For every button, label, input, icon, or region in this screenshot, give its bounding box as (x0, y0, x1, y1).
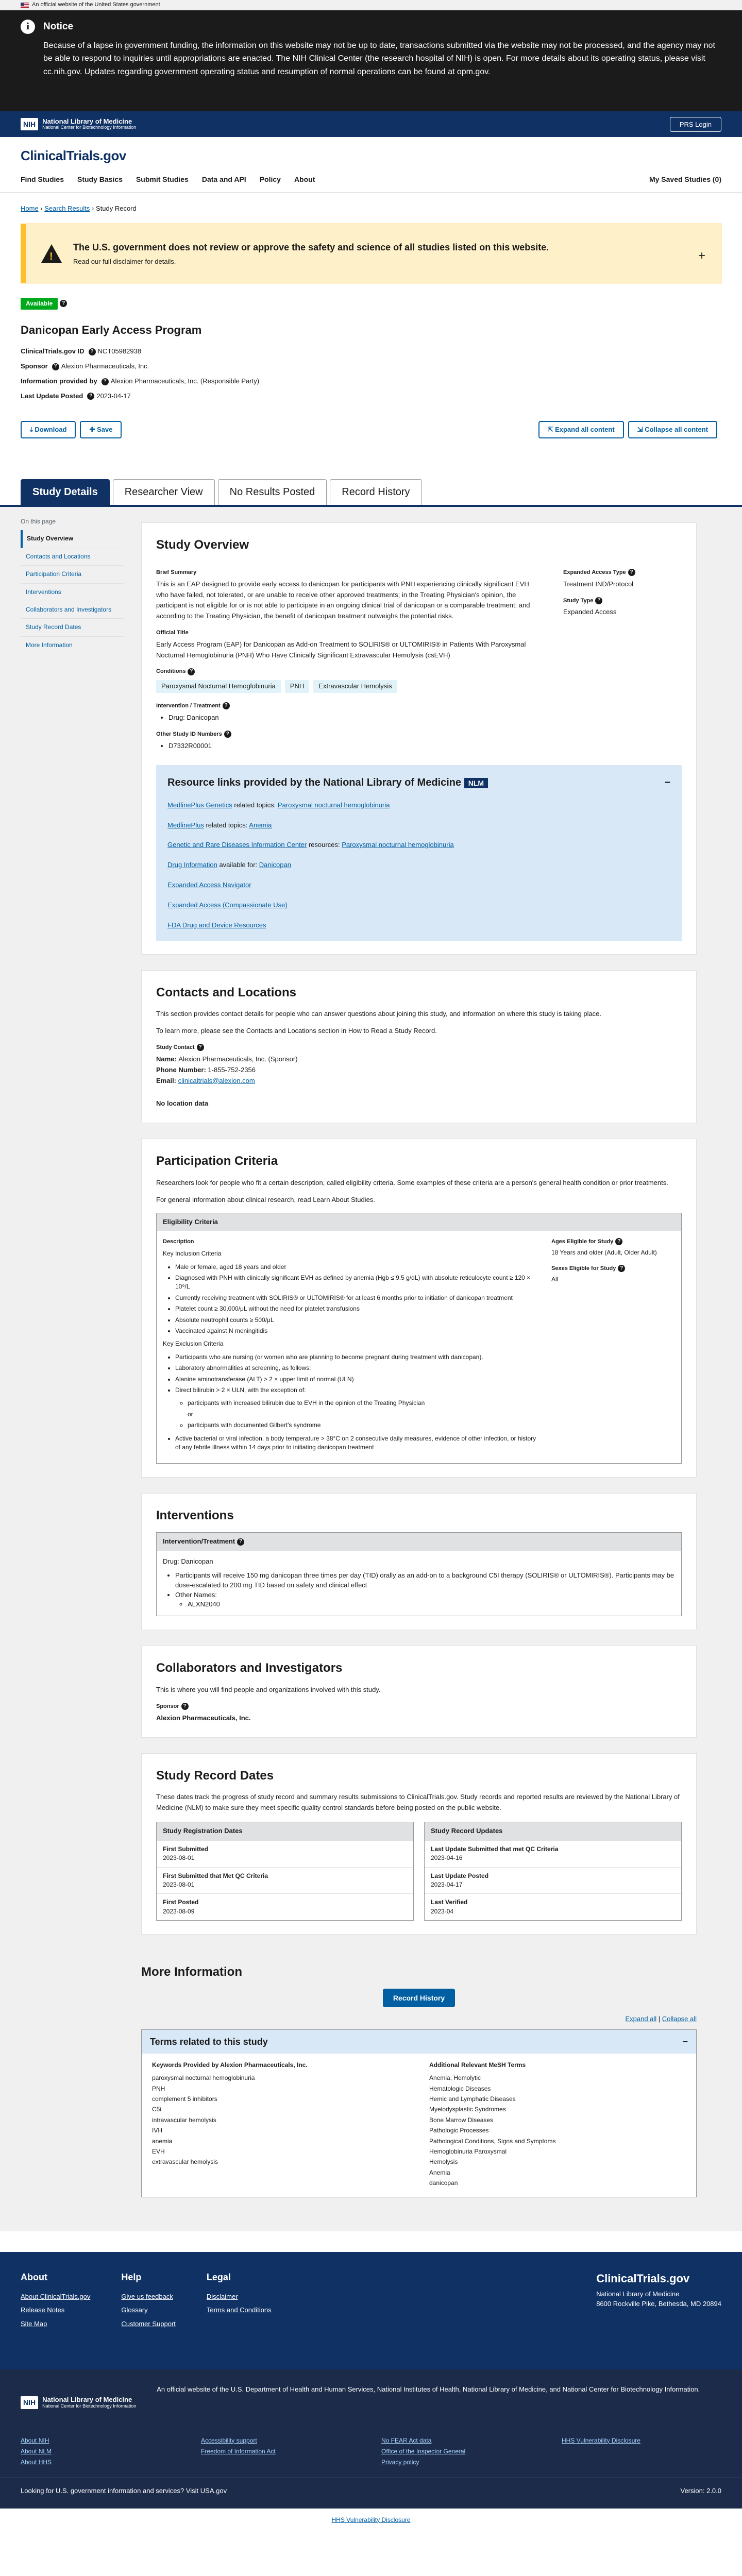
footer-link[interactable]: Give us feedback (121, 2292, 173, 2300)
mesh-term: Hemoglobinuria Paroxysmal (429, 2147, 507, 2155)
footer-help-title: Help (121, 2272, 142, 2282)
terms-box (141, 2029, 697, 2197)
list-item: • Participants who are nursing (or women who are planning to become pregnant during treatment with danicopan). (175, 1353, 539, 1362)
mesh-term: Hemic and Lymphatic Diseases (429, 2095, 516, 2103)
keyword: anemia (152, 2137, 173, 2145)
mesh-list (429, 2061, 686, 2190)
nlm-resources-box (156, 765, 682, 941)
expand-all-button[interactable] (538, 421, 624, 438)
inclusion-list (175, 1263, 539, 1336)
keywords-list (152, 2061, 409, 2190)
table-row: Last Update Submitted that met QC Criteria 2023-04-16 (425, 1840, 681, 1867)
nav-study-basics[interactable]: Study Basics (77, 175, 123, 183)
dates-text: These dates track the progress of study record and summary results submissions to ClinicalTrials.gov. Study records and reported results are reviewed by the National Library of Medicine (NLM) to make sure they meet specific quality control standards before being posted on the public website. (156, 1793, 680, 1812)
exclusion-list (175, 1353, 539, 1452)
nih-logo: NIH (21, 2396, 38, 2409)
download-label: Download (35, 425, 67, 433)
table-row: First Posted 2023-08-09 (157, 1893, 413, 1920)
list-item: • Vaccinated against N meningitidis (175, 1327, 539, 1335)
official-title: Early Access Program (EAP) for Danicopan as Add-on Treatment to SOLIRIS® or ULTOMIRIS® in Patients With Paroxysmal Nocturnal Hemoglobinuria (PNH) Who Have Clinically Significant Extravascular Hemolysis (csEVH) (156, 640, 526, 659)
mesh-term: Anemia, Hemolytic (429, 2074, 481, 2082)
help-icon[interactable]: ? (197, 1044, 204, 1051)
status-badge: Available (21, 298, 58, 310)
list-item: or (188, 1410, 193, 1418)
record-updates-table (424, 1822, 682, 1921)
breadcrumb-search-results[interactable]: Search Results (44, 205, 90, 212)
info-icon: i (21, 20, 35, 34)
last-update-label: Last Update Posted (21, 392, 83, 400)
help-icon[interactable]: ? (223, 702, 230, 709)
resource-link[interactable]: MedlinePlus Genetics (167, 801, 232, 809)
study-title: Danicopan Early Access Program (21, 324, 202, 337)
interventions-title: Interventions (156, 1509, 234, 1523)
intervention-box-title: Intervention/Treatment ? (157, 1533, 681, 1551)
help-icon[interactable]: ? (89, 348, 96, 355)
expand-label: Expand all content (555, 425, 615, 433)
last-update-value: 2023-04-17 (96, 392, 131, 400)
terms-title: Terms related to this study (150, 2036, 268, 2047)
mesh-term: Bone Marrow Diseases (429, 2116, 494, 2124)
tab-study-details[interactable]: Study Details (21, 479, 110, 505)
study-type-label: Study Type ? (563, 597, 682, 605)
study-type-value: Expanded Access (563, 608, 617, 616)
keyword: IVH (152, 2127, 163, 2134)
us-flag-icon (21, 3, 29, 8)
footer-link[interactable]: Glossary (121, 2306, 148, 2314)
resource-rel: related topics: (234, 801, 276, 809)
side-nav-study-overview[interactable]: Study Overview (21, 530, 124, 548)
footer-link[interactable]: About NIH (21, 2436, 49, 2444)
download-button[interactable] (21, 421, 76, 438)
contacts-text: This section provides contact details for people who can answer questions about joining this study, and information on where this study is taking place. (156, 1010, 602, 1018)
contact-email[interactable]: clinicaltrials@alexion.com (178, 1076, 255, 1084)
list-item: • Direct bilirubin > 2 × ULN, with the exception of: ◦ participants with increased bilirubin due to EVH in the opinion of the Treating Physician or ◦ participants with documented Gilbert's syndrome (175, 1386, 539, 1430)
mesh-term: Hemolysis (429, 2158, 458, 2166)
registration-dates-table (156, 1822, 414, 1921)
resource-link[interactable]: MedlinePlus (167, 821, 204, 829)
gov-banner-text: An official website of the United States government (32, 2, 160, 8)
contact-name: Alexion Pharmaceuticals, Inc. (Sponsor) (178, 1055, 298, 1063)
footer-link[interactable]: About HHS (21, 2459, 52, 2466)
other-name: ◦ ALXN2040 (188, 1600, 675, 1609)
list-item: • Laboratory abnormalities at screening, as follows: (175, 1364, 539, 1372)
nlm-badge-logo: NLM (464, 778, 488, 788)
more-info-title: More Information (141, 1965, 242, 1979)
main-nav (21, 174, 721, 184)
footer-link[interactable]: Terms and Conditions (206, 2306, 272, 2314)
resource-link[interactable]: Genetic and Rare Diseases Information Center (167, 841, 307, 849)
contact-phone: 1-855-752-2356 (208, 1065, 256, 1074)
side-nav-interventions[interactable]: Interventions (21, 584, 124, 601)
sexes-value: All (551, 1275, 559, 1283)
sponsor-label: Sponsor (21, 362, 48, 370)
saved-studies-link[interactable]: My Saved Studies (0) (649, 175, 721, 183)
criteria-section (141, 1139, 697, 1478)
resource-link[interactable]: FDA Drug and Device Resources (167, 921, 266, 929)
keyword: paroxysmal nocturnal hemoglobinuria (152, 2074, 255, 2082)
criteria-text: Researchers look for people who fit a certain description, called eligibility criteria. Some examples of these criteria are a person's general health condition or prior treatments. (156, 1178, 668, 1187)
no-location-text: No location data (156, 1099, 209, 1108)
intervention-item: • Drug: Danicopan (168, 713, 543, 723)
footer-link[interactable]: Site Map (21, 2320, 47, 2328)
ages-label: Ages Eligible for Study ? (551, 1238, 675, 1246)
updates-title: Study Record Updates (425, 1822, 681, 1840)
help-icon[interactable]: ? (595, 597, 602, 604)
collapse-all-button[interactable] (628, 421, 717, 438)
exclusion-label: Key Exclusion Criteria (163, 1340, 224, 1348)
mesh-term: Hematologic Diseases (429, 2084, 491, 2092)
site-footer (0, 2252, 742, 2369)
list-item: • Platelet count ≥ 30,000/μL without the need for platelet transfusions (175, 1304, 539, 1313)
help-icon[interactable]: ? (188, 668, 195, 675)
collapse-icon: ⇲ (637, 425, 645, 433)
contacts-title: Contacts and Locations (156, 985, 297, 999)
contacts-learn-more[interactable]: To learn more, please see the Contacts and Locations section in How to Read a Study Record. (156, 1027, 437, 1035)
help-icon[interactable]: ? (52, 363, 59, 370)
resource-topic-link[interactable]: Paroxysmal nocturnal hemoglobinuria (277, 801, 390, 809)
side-nav-criteria[interactable]: Participation Criteria (21, 566, 124, 583)
help-icon[interactable]: ? (102, 378, 109, 385)
resource-topic-link[interactable]: Danicopan (259, 861, 291, 869)
footer-link[interactable]: Release Notes (21, 2306, 65, 2314)
side-nav-more-info[interactable]: More Information (21, 637, 124, 654)
help-icon[interactable]: ? (237, 1538, 244, 1546)
tab-record-history[interactable]: Record History (330, 479, 421, 505)
nih-logo: NIH (21, 118, 38, 130)
table-row: First Submitted that Met QC Criteria 2023-08-01 (157, 1867, 413, 1894)
sponsor-value: Alexion Pharmaceuticals, Inc. (61, 362, 149, 370)
footer-link[interactable]: Accessibility support (201, 2436, 257, 2444)
sexes-label: Sexes Eligible for Study ? (551, 1265, 675, 1273)
breadcrumb-home[interactable]: Home (21, 205, 39, 212)
save-icon: ✚ (89, 425, 97, 433)
collapse-label: Collapse all content (645, 425, 708, 433)
nlm-footer (0, 2369, 742, 2436)
side-nav-header: On this page (21, 518, 56, 525)
nlm-title: National Library of Medicine (42, 2396, 132, 2404)
nav-find-studies[interactable]: Find Studies (21, 175, 64, 183)
collapse-minus-icon[interactable]: − (682, 2036, 688, 2047)
resource-topic-link[interactable]: Paroxysmal nocturnal hemoglobinuria (342, 841, 454, 849)
brief-summary-label: Brief Summary (156, 569, 197, 575)
footer-link[interactable]: About NLM (21, 2447, 52, 2455)
site-header (0, 137, 742, 193)
intervention-box (156, 1532, 682, 1616)
conditions-label: Conditions ? (156, 668, 543, 676)
intervention-description: • Participants will receive 150 mg danicopan three times per day (TID) orally as an add-on to a background C5I therapy (SOLIRIS® or ULTOMIRIS®). Participants may be dose-escalated to 200 mg TID based on safety and clinical effect (175, 1571, 675, 1590)
conditions-list (156, 678, 543, 695)
collaborators-title: Collaborators and Investigators (156, 1661, 343, 1675)
list-item: • Active bacterial or viral infection, a body temperature > 38°C on 2 consecutive daily measures, evidence of other infection, or history of any febrile illness within 14 days prior to initiating danicopan treatment (175, 1434, 539, 1452)
collab-sponsor-label: Sponsor ? (156, 1703, 682, 1711)
site-logo[interactable]: ClinicalTrials.gov (21, 148, 126, 163)
main-content (141, 507, 697, 2211)
record-history-button[interactable]: Record History (383, 1989, 455, 2007)
resource-rel: resources: (308, 841, 340, 849)
mesh-term: Pathological Conditions, Signs and Symptoms (429, 2137, 556, 2145)
other-ids-label: Other Study ID Numbers ? (156, 731, 543, 739)
nct-label: ClinicalTrials.gov ID (21, 347, 85, 355)
other-names-label: Other Names: (175, 1590, 217, 1599)
study-contact-label: Study Contact ? (156, 1044, 682, 1052)
table-row: Last Update Posted 2023-04-17 (425, 1867, 681, 1894)
resource-link[interactable]: Drug Information (167, 861, 217, 869)
side-nav-collaborators[interactable]: Collaborators and Investigators (21, 601, 124, 619)
download-icon: ⤓ (30, 425, 35, 433)
keyword: PNH (152, 2084, 165, 2092)
overview-title: Study Overview (156, 538, 249, 552)
keyword: C5i (152, 2106, 162, 2113)
expand-all-link[interactable]: Expand all (625, 2014, 657, 2023)
version-text: Version: 2.0.0 (680, 2486, 721, 2495)
more-info-section: More Information Record History Expand all | Collapse all Terms related to this study − Keywords Provided by Alexion Pharmaceuticals, Inc. paroxysmal nocturnal hemoglobinuria PNH complement 5 inhibitors C5i intravascular hemolysis IVH anemia EVH extravascular hemolysis Additional Relevant MeSH Terms Anemia, Hemolytic Hematologic Diseases Hemic and Lymphatic Diseases Myelodysplastic Syndromes Bone Marrow Diseases Pathologic Processes Pathological Conditions, Signs and Symptoms Hemoglobinuria Paroxysmal Hemolysis Anemia danicopan (141, 1950, 697, 2210)
footer-link[interactable]: Customer Support (121, 2320, 176, 2328)
side-nav-contacts[interactable]: Contacts and Locations (21, 548, 124, 566)
footer-about-title: About (21, 2272, 47, 2282)
list-item: ◦ participants with documented Gilbert's syndrome (188, 1421, 539, 1430)
resource-link[interactable]: Expanded Access Navigator (167, 881, 251, 889)
ages-value: 18 Years and older (Adult, Older Adult) (551, 1249, 657, 1257)
mesh-term: Anemia (429, 2168, 450, 2176)
keyword: intravascular hemolysis (152, 2116, 216, 2124)
disclaimer-warning (21, 224, 721, 283)
side-nav-record-dates[interactable]: Study Record Dates (21, 619, 124, 636)
collapse-minus-icon[interactable]: − (664, 776, 670, 788)
nlm-header (0, 111, 742, 137)
intervention-drug: Drug: Danicopan (163, 1557, 213, 1565)
footer-link[interactable]: Privacy policy (381, 2459, 419, 2466)
page-body (0, 507, 742, 2231)
tab-no-results[interactable]: No Results Posted (218, 479, 327, 505)
description-label: Description (163, 1239, 194, 1245)
intervention-label: Intervention / Treatment ? (156, 702, 543, 710)
study-header (0, 283, 742, 463)
collab-sponsor: Alexion Pharmaceuticals, Inc. (156, 1714, 251, 1722)
other-id-item: • D7332R00001 (168, 741, 543, 752)
usa-gov-line (0, 2478, 742, 2509)
nav-about[interactable]: About (294, 175, 315, 183)
study-tabs (0, 480, 742, 507)
collapse-all-link[interactable]: Collapse all (662, 2014, 697, 2023)
footer-links-grid (0, 2436, 742, 2478)
info-by-value: Alexion Pharmaceuticals, Inc. (Responsible Party) (110, 377, 260, 385)
resource-topic-link[interactable]: Anemia (249, 821, 272, 829)
access-type-value: Treatment IND/Protocol (563, 580, 634, 588)
dates-title: Study Record Dates (156, 1768, 274, 1783)
registration-title: Study Registration Dates (157, 1822, 413, 1840)
footer-link[interactable]: HHS Vulnerability Disclosure (562, 2436, 640, 2444)
nlm-footer-logo[interactable] (21, 2385, 136, 2421)
help-icon[interactable]: ? (224, 731, 231, 738)
condition-chip[interactable]: Paroxysmal Nocturnal Hemoglobinuria (156, 680, 281, 693)
help-icon[interactable]: ? (628, 569, 635, 576)
usa-gov-link[interactable]: Looking for U.S. government information and services? Visit USA.gov (21, 2486, 227, 2495)
breadcrumb-current: Study Record (95, 205, 137, 212)
info-by-label: Information provided by (21, 377, 97, 385)
footer-link[interactable]: Office of the Inspector General (381, 2447, 466, 2455)
keywords-label: Keywords Provided by Alexion Pharmaceuticals, Inc. (152, 2061, 308, 2069)
prs-login-button[interactable]: PRS Login (670, 117, 721, 132)
footer-link[interactable]: About ClinicalTrials.gov (21, 2292, 91, 2300)
side-nav (21, 507, 124, 2211)
keyword: extravascular hemolysis (152, 2158, 218, 2166)
help-icon[interactable]: ? (615, 1238, 622, 1245)
condition-chip[interactable]: Extravascular Hemolysis (313, 680, 397, 693)
footer-logo[interactable]: ClinicalTrials.gov (596, 2272, 690, 2285)
contacts-section: Contacts and Locations This section provides contact details for people who can answer questions about joining this study, and information on where this study is taking place. To learn more, please see the Contacts and Locations section in How to Read a Study Record. Study Contact ? Name: Alexion Pharmaceuticals, Inc. (Sponsor) Phone Number: 1-855-752-2356 Email: clinicaltrials@alexion.com No location data (141, 970, 697, 1124)
nlm-subtitle: National Center for Biotechnology Information (42, 2403, 137, 2409)
keyword: complement 5 inhibitors (152, 2095, 217, 2103)
keyword: EVH (152, 2147, 165, 2155)
list-item: • Alanine aminotransferase (ALT) > 2 × upper limit of normal (ULN) (175, 1375, 539, 1384)
footer-link[interactable]: Freedom of Information Act (201, 2447, 276, 2455)
list-item: • Diagnosed with PNH with clinically significant EVH as defined by anemia (Hgb ≤ 9.5 g/dL) with absolute reticulocyte count ≥ 120 × 10⁹/L (175, 1274, 539, 1292)
nav-submit-studies[interactable]: Submit Studies (136, 175, 189, 183)
resource-link[interactable]: Expanded Access (Compassionate Use) (167, 901, 288, 909)
list-item: ◦ participants with increased bilirubin due to EVH in the opinion of the Treating Physician (188, 1399, 539, 1408)
notice-title: Notice (43, 21, 74, 32)
nav-policy[interactable]: Policy (259, 175, 281, 183)
tab-researcher-view[interactable]: Researcher View (113, 479, 215, 505)
nlm-logo[interactable] (21, 118, 136, 130)
warning-title: The U.S. government does not review or approve the safety and science of all studies listed on this website. (73, 242, 549, 252)
list-item: • Currently receiving treatment with SOLIRIS® or ULTOMIRIS® for at least 6 months prior to initiation of danicopan treatment (175, 1294, 539, 1302)
nct-id: NCT05982938 (97, 347, 142, 355)
table-row: First Submitted 2023-08-01 (157, 1840, 413, 1867)
footer-link[interactable]: Disclaimer (206, 2292, 238, 2300)
expand-plus-icon[interactable]: + (698, 249, 705, 263)
vulnerability-disclosure-link[interactable]: HHS Vulnerability Disclosure (331, 2516, 411, 2523)
criteria-title: Participation Criteria (156, 1154, 278, 1168)
save-label: Save (96, 425, 113, 433)
study-overview-section (141, 522, 697, 955)
resources-title: Resource links provided by the National Library of Medicine (167, 776, 462, 788)
warning-icon (41, 244, 62, 263)
table-row: Last Verified 2023-04 (425, 1893, 681, 1920)
resource-rel: available for: (219, 861, 258, 869)
list-item: • Absolute neutrophil counts ≥ 500/μL (175, 1316, 539, 1325)
criteria-learn-more[interactable]: For general information about clinical research, read Learn About Studies. (156, 1195, 375, 1204)
help-icon[interactable]: ? (60, 300, 67, 307)
help-icon[interactable]: ? (87, 393, 94, 400)
mesh-term: danicopan (429, 2179, 458, 2187)
interventions-section (141, 1493, 697, 1630)
warning-text: Read our full disclaimer for details. (73, 257, 176, 265)
record-dates-section (141, 1753, 697, 1935)
inclusion-label: Key Inclusion Criteria (163, 1250, 222, 1258)
save-button[interactable] (80, 421, 122, 438)
expand-icon: ⇱ (547, 425, 555, 433)
official-title-label: Official Title (156, 629, 189, 636)
breadcrumb: Home › Search Results › Study Record (21, 205, 137, 212)
eligibility-title: Eligibility Criteria (157, 1213, 681, 1231)
notice-text: Because of a lapse in government funding, the information on this website may not be up to date, transactions submitted via the website may not be processed, and the agency may not be able to respond to inquiries until appropriations are enacted. The NIH Clinical Center (the research hospital of NIH) is open. For more details about its operating status, please visit cc.nih.gov. Updates regarding government operating status and resumption of normal operations can be found at opm.gov. (43, 41, 715, 76)
eligibility-box (156, 1213, 682, 1464)
notice-banner (0, 10, 742, 111)
mesh-term: Pathologic Processes (429, 2127, 489, 2134)
footer-legal-title: Legal (206, 2272, 231, 2282)
collaborators-text: This is where you will find people and organizations involved with this study. (156, 1685, 381, 1693)
collaborators-section (141, 1646, 697, 1737)
gov-banner (0, 0, 742, 10)
access-type-label: Expanded Access Type ? (563, 569, 682, 577)
mesh-label: Additional Relevant MeSH Terms (429, 2061, 526, 2069)
mesh-term: Myelodysplastic Syndromes (429, 2106, 506, 2113)
condition-chip[interactable]: PNH (285, 680, 309, 693)
footer-link[interactable]: No FEAR Act data (381, 2436, 432, 2444)
nav-data-api[interactable]: Data and API (201, 175, 246, 183)
help-icon[interactable]: ? (618, 1265, 625, 1272)
nlm-footer-text: An official website of the U.S. Department of Health and Human Services, National Institutes of Health, National Library of Medicine, and National Center for Biotechnology Information. (157, 2385, 700, 2393)
brief-summary: This is an EAP designed to provide early access to danicopan for participants with PNH experiencing clinically significant EVH who have failed, not tolerated, or are unable to receive other approved treatments; in the Treating Physician's opinion, the participant is not eligible for or is not able to participate in an ongoing clinical trial of danicopan or a comparable treatment; and according to the Treating Physician, the benefit of danicopan treatment outweighs the potential risks. (156, 580, 530, 620)
footer-address: National Library of Medicine 8600 Rockville Pike, Bethesda, MD 20894 (596, 2290, 721, 2308)
resource-rel: related topics: (206, 821, 248, 829)
nlm-subtitle: National Center for Biotechnology Information (42, 125, 137, 130)
list-item: • Male or female, aged 18 years and older (175, 1263, 539, 1272)
help-icon[interactable]: ? (181, 1703, 189, 1710)
nlm-title: National Library of Medicine (42, 117, 132, 125)
